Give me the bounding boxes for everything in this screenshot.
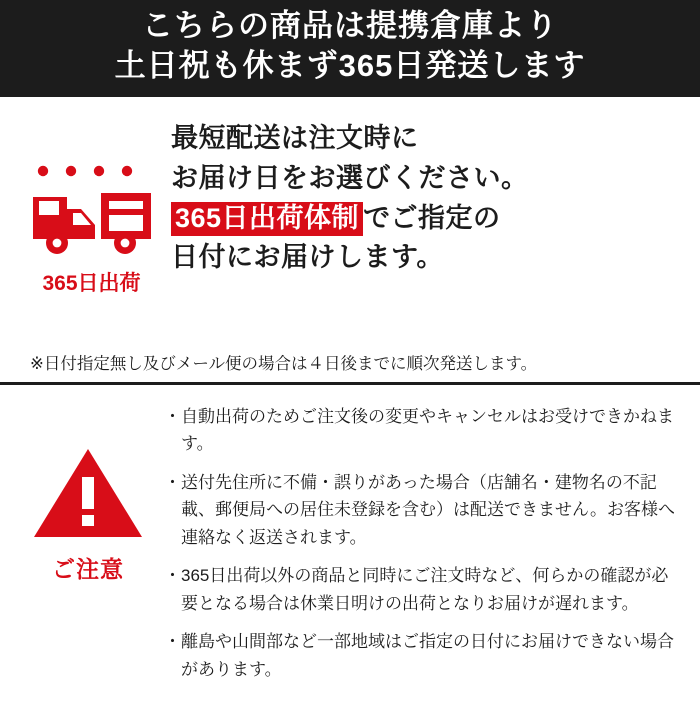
delivery-line-3 xyxy=(171,199,690,239)
caution-item-text: 365日出荷以外の商品と同時にご注文時など、何らかの確認が必要となる場合は休業日明けの出荷となりお届けが遅れます。 xyxy=(181,566,669,613)
delivery-line-2: お届け日をお選びください。 xyxy=(171,162,529,193)
bullet-icon: ・ xyxy=(164,406,181,426)
delivery-highlight: 365日出荷体制 xyxy=(171,202,363,236)
caution-label: ご注意 xyxy=(52,555,124,582)
delivery-message-block xyxy=(169,115,690,279)
caution-section xyxy=(0,385,700,702)
delivery-section xyxy=(0,97,700,385)
bullet-icon: ・ xyxy=(164,472,181,492)
header-line-2: 土日祝も休まず365日発送します xyxy=(114,48,586,84)
delivery-note: ※日付指定無し及びメール便の場合は４日後までに順次発送します。 xyxy=(30,354,538,373)
delivery-body xyxy=(0,107,700,344)
header-line-1: こちらの商品は提携倉庫より xyxy=(142,8,558,43)
caution-item-text: 離島や山間部など一部地域はご指定の日付にお届けできない場合があります。 xyxy=(181,632,674,679)
list-item xyxy=(164,403,684,458)
caution-icon-block xyxy=(14,397,162,695)
list-item xyxy=(164,469,684,552)
bullet-icon: ・ xyxy=(164,632,181,652)
caution-item-text: 自動出荷のためご注文後の変更やキャンセルはお受けできかねます。 xyxy=(181,406,674,454)
delivery-line-3-rest: でご指定の xyxy=(363,202,501,233)
delivery-line-1: 最短配送は注文時に xyxy=(171,122,419,153)
caution-list xyxy=(162,397,688,695)
caution-item-text: 送付先住所に不備・誤りがあった場合（店舗名・建物名の不記載、郵便局への居住未登録を含む）は配送できません。お客様へ連絡なく返送されます。 xyxy=(181,472,676,547)
delivery-line-4: 日付にお届けします。 xyxy=(171,242,444,273)
truck-block xyxy=(14,115,169,297)
truck-caption: 365日出荷 xyxy=(42,271,141,295)
warning-triangle-icon xyxy=(32,445,144,541)
banner-header xyxy=(0,0,700,97)
list-item xyxy=(164,628,684,683)
delivery-truck-icon xyxy=(29,163,155,259)
list-item xyxy=(164,562,684,617)
bullet-icon: ・ xyxy=(164,566,181,586)
